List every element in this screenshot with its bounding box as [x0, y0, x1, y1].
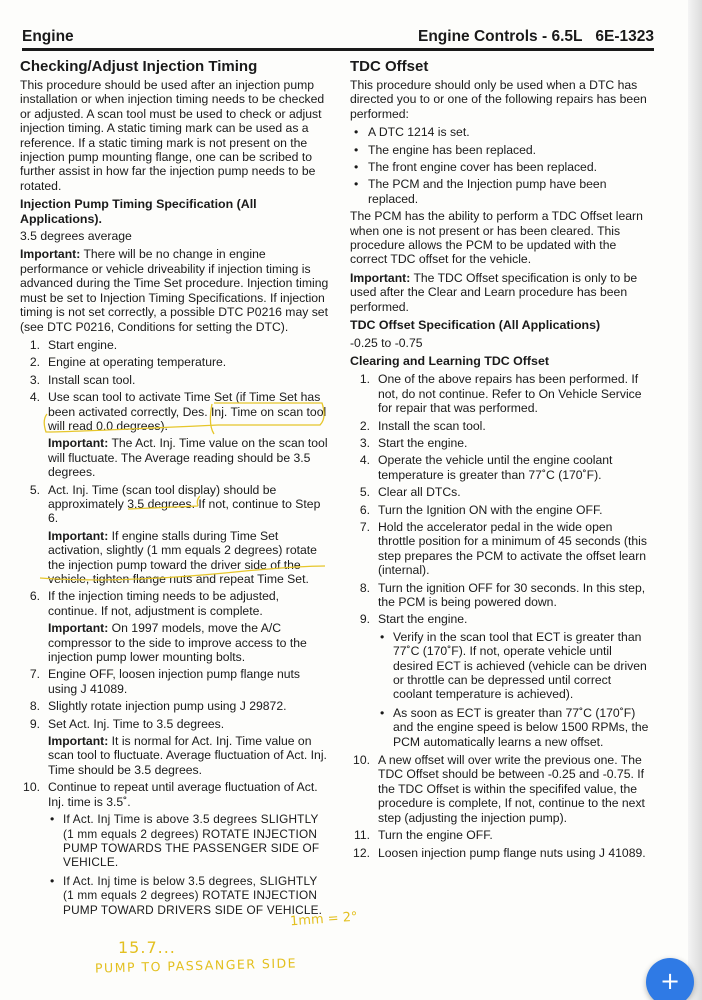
- list-item: [350, 828, 650, 842]
- bullet-icon: •: [354, 177, 359, 192]
- step-number: 6.: [29, 589, 40, 604]
- left-spec-heading: Injection Pump Timing Specification (All Applications).: [20, 197, 257, 226]
- list-item: [378, 630, 650, 702]
- step-text: Continue to repeat until average fluctuation of Act. Inj. time is 3.5˚.: [48, 780, 318, 809]
- step-text: Engine at operating temperature.: [48, 355, 227, 370]
- step-text: A new offset will over write the previous one. The TDC Offset should be between -0.25 and -0.75. If the TDC Offset is within the specififed value, the procedure is complete, If not, continue to the next step (adjusting the injection pump).: [378, 753, 645, 825]
- bullet-icon: •: [380, 705, 385, 720]
- list-item: [20, 390, 330, 479]
- step-text: One of the above repairs has been performed. If not, do not continue. Refer to On Vehicle Service for repair that was performed.: [378, 372, 642, 416]
- step-number: 6.: [359, 502, 370, 517]
- bullet-icon: •: [50, 812, 55, 827]
- right-intro: This procedure should only be used when a DTC has directed you to or one of the following repairs has been performed:: [350, 78, 647, 121]
- step-number: 8.: [359, 580, 370, 595]
- right-spec-value: -0.25 to -0.75: [350, 335, 423, 350]
- step-text: Start the engine.: [378, 435, 468, 450]
- right-para2: The PCM has the ability to perform a TDC Offset learn when one is not present or has been cleared. This procedure allows the PCM to be updated with the correct TDC offset for the vehicle.: [350, 209, 643, 267]
- header-section: Engine: [22, 28, 74, 45]
- step-text: Turn the Ignition ON with the engine OFF.: [378, 502, 603, 517]
- step-number: 5.: [359, 485, 370, 500]
- step-number: 1.: [29, 337, 40, 352]
- bullet-text: If Act. Inj time is below 3.5 degrees, SLIGHTLY (1 mm equals 2 degrees) ROTATE INJECTION PUMP TOWARD DRIVERS SIDE OF VEHICLE.: [63, 873, 323, 917]
- note-text: On 1997 models, move the A/C compressor to the side to improve access to the injection pump lower mounting bolts.: [48, 621, 307, 665]
- list-item: [20, 355, 330, 369]
- list-item: [378, 706, 650, 749]
- important-label: Important:: [48, 528, 109, 543]
- page-header: [22, 28, 654, 50]
- left-important: [20, 247, 330, 333]
- list-item: [350, 520, 650, 578]
- left-steps: [20, 338, 330, 917]
- step-note: [48, 734, 330, 777]
- step-text: Turn the ignition OFF for 30 seconds. In this step, the PCM is being powered down.: [378, 580, 646, 609]
- step-number: 8.: [29, 699, 40, 714]
- page-edge-shadow: [688, 0, 702, 1000]
- step-note: [48, 621, 330, 664]
- step9-bullets: [378, 630, 650, 749]
- step-text: Act. Inj. Time (scan tool display) should be approximately 3.5 degrees. If not, continue to Step 6.: [48, 482, 321, 526]
- important-label: Important:: [350, 270, 411, 285]
- important-label: Important:: [48, 436, 109, 451]
- left-column: [20, 56, 330, 921]
- list-item: [20, 717, 330, 778]
- header-rule: [22, 48, 654, 51]
- handwritten-note: 1mm = 2°: [289, 909, 358, 930]
- step-note: [48, 529, 330, 587]
- important-label: Important:: [48, 621, 109, 636]
- list-item: [350, 125, 650, 139]
- step-number: 11.: [353, 828, 370, 843]
- bullet-icon: •: [354, 160, 359, 175]
- note-text: The Act. Inj. Time value on the scan tool will fluctuate. The Average reading should be 3.5 degrees.: [48, 436, 328, 480]
- bullet-text: The engine has been replaced.: [368, 142, 537, 157]
- step-text: Slightly rotate injection pump using J 29872.: [48, 699, 287, 714]
- handwritten-note: PUMP TO PASSANGER SIDE: [94, 955, 298, 976]
- list-item: [350, 753, 650, 825]
- step-text: Hold the accelerator pedal in the wide open throttle position for a minimum of 45 seconds (this step prepares the PCM to activate the offset learn (internal).: [378, 519, 647, 578]
- step-number: 12.: [353, 845, 370, 860]
- step-note: [48, 436, 330, 479]
- bullet-icon: •: [354, 142, 359, 157]
- step-number: 10.: [353, 753, 370, 768]
- list-item: [350, 160, 650, 174]
- step-number: 1.: [359, 372, 370, 387]
- step-number: 2.: [29, 355, 40, 370]
- left-spec-value: 3.5 degrees average: [20, 229, 132, 244]
- bullet-icon: •: [380, 629, 385, 644]
- bullet-text: Verify in the scan tool that ECT is greater than 77˚C (170˚F). If not, operate vehicle until desired ECT is achieved (vehicle can be driven or throttle can be depressed until correct coolant temperature is achieved).: [393, 629, 647, 702]
- bullet-text: The front engine cover has been replaced.: [368, 160, 598, 175]
- list-item: [20, 373, 330, 387]
- list-item: [350, 503, 650, 517]
- step-number: 9.: [359, 612, 370, 627]
- right-column: [350, 56, 650, 863]
- step-text: Start the engine.: [378, 612, 468, 627]
- step-text: Install the scan tool.: [378, 418, 486, 433]
- left-section-title: Checking/Adjust Injection Timing: [20, 58, 258, 75]
- handwritten-note: 15.7...: [118, 938, 176, 957]
- list-item: [350, 485, 650, 499]
- clear-learn-heading: Clearing and Learning TDC Offset: [350, 353, 549, 368]
- step-number: 3.: [359, 435, 370, 450]
- bullet-text: If Act. Inj Time is above 3.5 degrees SLIGHTLY (1 mm equals 2 degrees) ROTATE INJECTION PUMP TOWARDS THE PASSENGER SIDE OF VEHICLE.: [63, 812, 320, 870]
- step-number: 2.: [359, 418, 370, 433]
- plus-icon: +: [659, 967, 681, 995]
- header-title-text: Engine Controls - 6.5L: [417, 28, 583, 45]
- step-number: 4.: [29, 390, 40, 405]
- list-item: [350, 143, 650, 157]
- right-section-title: TDC Offset: [350, 58, 429, 75]
- right-important: [350, 271, 650, 314]
- step-text: Start engine.: [48, 337, 118, 352]
- list-item: [20, 667, 330, 696]
- list-item: [350, 612, 650, 749]
- step-text: Clear all DTCs.: [378, 485, 461, 500]
- step-number: 10.: [23, 780, 40, 795]
- step-text: Use scan tool to activate Time Set (if Time Set has been activated correctly, Des. Inj. Time on scan tool will read 0.0 degrees).: [48, 390, 327, 433]
- important-label: Important:: [20, 247, 81, 262]
- step-text: If the injection timing needs to be adjusted, continue. If not, adjustment is complete.: [48, 589, 280, 618]
- step-text: Turn the engine OFF.: [378, 828, 493, 843]
- important-label: Important:: [48, 734, 109, 749]
- important-text: There will be no change in engine performance or vehicle driveability if injection timing is advanced during the Time Set procedure. Injection timing must be set to Injection Timing Specifications. If injection timing is not set correctly, a possible DTC P0216 may set (see DTC P0216, Conditions for setting the DTC).: [20, 247, 329, 334]
- bullet-icon: •: [354, 125, 359, 140]
- list-item: [20, 780, 330, 917]
- right-steps: [350, 372, 650, 860]
- list-item: [20, 483, 330, 587]
- list-item: [350, 581, 650, 610]
- step-number: 4.: [359, 453, 370, 468]
- important-text: The TDC Offset specification is only to be used after the Clear and Learn procedure has been performed.: [350, 270, 638, 314]
- bullet-text: The PCM and the Injection pump have been replaced.: [368, 177, 607, 206]
- list-item: [350, 436, 650, 450]
- list-item: [20, 589, 330, 664]
- bullet-icon: •: [50, 873, 55, 888]
- header-title: [418, 28, 654, 46]
- left-intro: This procedure should be used after an injection pump installation or when injection timing needs to be checked or adjusted. A scan tool must be used to check or adjust injection timing. A static timing mark can be used as a reference. If a static timing mark is not present on the injection pump mounting flange, one can be scribed to further assist in how far the injection pump needs to be rotated.: [20, 78, 325, 193]
- list-item: [350, 177, 650, 206]
- list-item: [350, 372, 650, 415]
- step-text: Loosen injection pump flange nuts using J 41089.: [378, 845, 646, 860]
- list-item: [350, 846, 650, 860]
- step-text: Install scan tool.: [48, 372, 136, 387]
- list-item: [20, 338, 330, 352]
- list-item: [350, 419, 650, 433]
- list-item: [350, 453, 650, 482]
- list-item: [48, 812, 330, 870]
- add-button[interactable]: [646, 958, 694, 1000]
- step-number: 7.: [29, 667, 40, 682]
- bullet-text: As soon as ECT is greater than 77˚C (170˚F) and the engine speed is below 1500 RPMs, the PCM automatically learns a new offset.: [393, 705, 649, 749]
- step-number: 3.: [29, 372, 40, 387]
- step-number: 7.: [359, 519, 370, 534]
- step-number: 5.: [29, 482, 40, 497]
- step10-bullets: [48, 812, 330, 917]
- step-text: Set Act. Inj. Time to 3.5 degrees.: [48, 716, 225, 731]
- note-text: It is normal for Act. Inj. Time value on scan tool to fluctuate. Average fluctuation of Act. Inj. Time should be 3.5 degrees.: [48, 734, 327, 777]
- step-text: Engine OFF, loosen injection pump flange nuts using J 41089.: [48, 667, 301, 696]
- list-item: [20, 699, 330, 713]
- right-spec-heading: TDC Offset Specification (All Applications): [350, 318, 601, 333]
- step-number: 9.: [29, 716, 40, 731]
- list-item: [48, 874, 330, 917]
- note-text: If engine stalls during Time Set activation, slightly (1 mm equals 2 degrees) rotate the injection pump toward the driver side of the vehicle, tighten flange nuts and repeat Time Set.: [48, 528, 317, 586]
- step-text: Operate the vehicle until the engine coolant temperature is greater than 77˚C (170˚F).: [378, 453, 613, 482]
- header-page-number: 6E-1323: [595, 28, 654, 45]
- bullet-text: A DTC 1214 is set.: [368, 125, 470, 140]
- repairs-list: [350, 125, 650, 206]
